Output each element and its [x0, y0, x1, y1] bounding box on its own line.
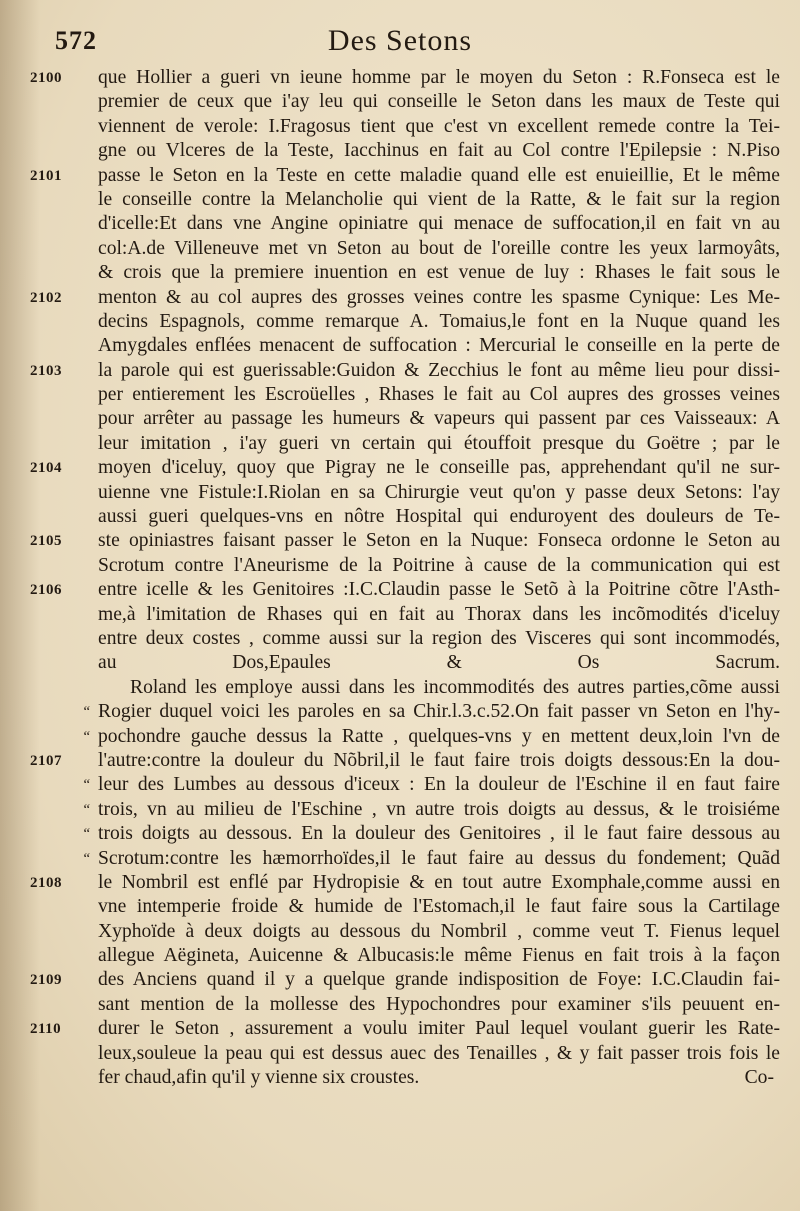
text-line [0, 90, 800, 114]
margin-reference-number: 2100 [30, 70, 62, 86]
text-line [0, 993, 800, 1017]
text-line [0, 749, 800, 773]
line-text: leux,souleue la peau qui est dessus auec des Tenailles , & y fait passer trois fois le [98, 1042, 780, 1064]
text-line [0, 725, 800, 749]
text-line [0, 286, 800, 310]
line-text: d'icelle:Et dans vne Angine opiniatre qui menace de suffocation,il en fait vn au [98, 213, 780, 235]
line-text: le conseille contre la Melancholie qui vient de la Ratte, & le fait sur la region [98, 188, 780, 210]
text-line [0, 603, 800, 627]
line-text: gne ou Vlceres de la Teste, Iacchinus en fait au Col contre l'Epilepsie : N.Piso [98, 140, 780, 162]
text-line [0, 944, 800, 968]
text-line [0, 456, 800, 480]
text-line [0, 847, 800, 871]
quotation-mark: “ [82, 801, 91, 818]
text-line [0, 212, 800, 236]
line-text: Xyphoïde à deux doigts au dessous du Nombril , comme veut T. Fienus lequel [98, 920, 780, 942]
margin-reference-number: 2110 [30, 1021, 62, 1038]
text-line [0, 968, 800, 992]
line-text: menton & au col aupres des grosses veines contre les spasme Cynique: Les Me- [98, 286, 780, 308]
text-line [0, 822, 800, 846]
quotation-mark: “ [82, 850, 91, 867]
line-text: viennent de verole: I.Fragosus tient que c'est vn excellent remede contre la Tei- [98, 115, 780, 137]
line-text: Roland les employe aussi dans les incommodités des autres parties,cõme aussi [130, 676, 780, 698]
text-line [0, 310, 800, 334]
text-line [0, 798, 800, 822]
text-line [0, 188, 800, 212]
line-text: decins Espagnols, comme remarque A. Tomaius,le font en la Nuque quand les [98, 310, 780, 332]
line-text: Scrotum contre l'Aneurisme de la Poitrine à cause de la communication qui est [98, 554, 780, 576]
line-text: passe le Seton en la Teste en cette maladie quand elle est enuieillie, Et le même [98, 164, 780, 186]
line-text: au Dos,Epaules & Os Sacrum. [98, 652, 780, 674]
line-text: pour arrêter au passage les humeurs & vapeurs qui passent par ces Vaisseaux: A [98, 408, 780, 430]
text-line [0, 383, 800, 407]
quotation-mark: “ [82, 704, 91, 721]
running-title: Des Setons [327, 24, 473, 57]
text-line [0, 164, 800, 188]
text-line [0, 773, 800, 797]
line-text: leur imitation , i'ay gueri vn certain qui étouffoit presque du Goëtre ; par le [98, 432, 780, 454]
text-line [0, 66, 800, 90]
page-header [0, 18, 800, 68]
margin-reference-number: 2103 [30, 362, 62, 379]
line-text: la parole qui est guerissable:Guidon & Zecchius le font au même lieu pour dissi- [98, 359, 780, 381]
line-text: trois, vn au milieu de l'Eschine , vn autre trois doigts au dessus, & le troisiéme [98, 798, 780, 820]
text-line [0, 700, 800, 724]
quotation-mark: “ [82, 826, 91, 843]
text-line [0, 505, 800, 529]
line-text: uienne vne Fistule:I.Riolan en sa Chirurgie veut qu'on y passe deux Setons: l'ay [98, 481, 780, 503]
text-line [0, 261, 800, 285]
line-text: col:A.de Villeneuve met vn Seton au bout de l'oreille contre les yeux larmoyâts, [98, 237, 780, 259]
text-line [0, 920, 800, 944]
line-text: Scrotum:contre les hæmorrhoïdes,il le faut faire au dessus du fondement; Quãd [98, 847, 780, 869]
margin-reference-number: 2102 [30, 289, 62, 306]
catchword: Co- [744, 1067, 774, 1089]
line-text: aussi gueri quelques-vns en nôtre Hospital qui enduroyent des douleurs de Te- [98, 506, 780, 528]
text-line [0, 139, 800, 163]
text-line [0, 554, 800, 578]
margin-reference-number: 2109 [30, 972, 62, 989]
margin-reference-number: 2106 [30, 582, 62, 599]
body-text [0, 66, 800, 1090]
text-line [0, 115, 800, 139]
line-text: fer chaud,afin qu'il y vienne six croustes. [98, 1067, 420, 1089]
line-text: l'autre:contre la douleur du Nõbril,il le faut faire trois doigts dessous:En la dou- [98, 749, 780, 771]
text-line [0, 529, 800, 553]
text-line [0, 237, 800, 261]
text-line [0, 481, 800, 505]
text-line [0, 578, 800, 602]
line-text: moyen d'iceluy, quoy que Pigray ne le conseille pas, apprehendant qu'il ne sur- [98, 457, 780, 479]
margin-reference-number: 2105 [30, 533, 62, 550]
text-line [0, 676, 800, 700]
text-line [0, 627, 800, 651]
page-number: 572 [55, 26, 97, 55]
line-text: sant mention de la mollesse des Hypochondres pour examiner s'ils peuuent en- [98, 993, 780, 1015]
text-line [0, 1017, 800, 1041]
line-text: Amygdales enflées menacent de suffocation : Mercurial le conseille en la perte de [98, 335, 780, 357]
line-text: allegue Aëgineta, Auicenne & Albucasis:le même Fienus en fait trois à la façon [98, 945, 780, 967]
line-text: durer le Seton , assurement a voulu imiter Paul lequel voulant guerir les Rate- [98, 1018, 780, 1040]
line-text: leur des Lumbes au dessous d'iceux : En la douleur de l'Eschine il en faut faire [98, 774, 780, 796]
line-text: que Hollier a gueri vn ieune homme par le moyen du Seton : R.Fonseca est le [98, 67, 780, 88]
text-line [0, 432, 800, 456]
text-line [0, 1066, 800, 1090]
text-line [0, 407, 800, 431]
line-text: le Nombril est enflé par Hydropisie & en tout autre Exomphale,comme aussi en [98, 871, 780, 893]
text-line [0, 359, 800, 383]
line-text: pochondre gauche dessus la Ratte , quelques-vns y en mettent deux,loin l'vn de [98, 725, 780, 747]
line-text: entre deux costes , comme aussi sur la region des Visceres qui sont incommodés, [98, 627, 780, 649]
line-text: entre icelle & les Genitoires :I.C.Claudin passe le Setõ à la Poitrine cõtre l'Asth- [98, 579, 780, 601]
text-line [0, 334, 800, 358]
quotation-mark: “ [82, 728, 91, 745]
line-text: premier de ceux que i'ay leu qui conseille le Seton dans les maux de Teste qui [98, 91, 780, 113]
text-line [0, 651, 800, 675]
text-line [0, 895, 800, 919]
text-line [0, 1042, 800, 1066]
margin-reference-number: 2104 [30, 460, 62, 477]
line-text: & crois que la premiere inuention en est venue de luy : Rhases le fait sous le [98, 262, 780, 284]
margin-reference-number: 2108 [30, 874, 62, 891]
text-line [0, 871, 800, 895]
line-text: per entierement les Escroüelles , Rhases le fait au Col aupres des grosses veines [98, 384, 780, 406]
line-text: trois doigts au dessous. En la douleur des Genitoires , il le faut faire dessous au [98, 823, 780, 845]
line-text: vne intemperie froide & humide de l'Estomach,il le faut faire sous la Cartilage [98, 896, 780, 918]
line-text: me,à l'imitation de Rhases qui en fait au Thorax dans les incõmodités d'iceluy [98, 603, 780, 625]
margin-reference-number: 2101 [30, 167, 62, 184]
margin-reference-number: 2107 [30, 752, 62, 769]
quotation-mark: “ [82, 777, 91, 794]
line-text: des Anciens quand il y a quelque grande indisposition de Foye: I.C.Claudin fai- [98, 969, 780, 991]
line-text: Rogier duquel voici les paroles en sa Chir.l.3.c.52.On fait passer vn Seton en l'hy- [98, 701, 780, 723]
line-text: ste opiniastres faisant passer le Seton en la Nuque: Fonseca ordonne le Seton au [98, 530, 780, 552]
